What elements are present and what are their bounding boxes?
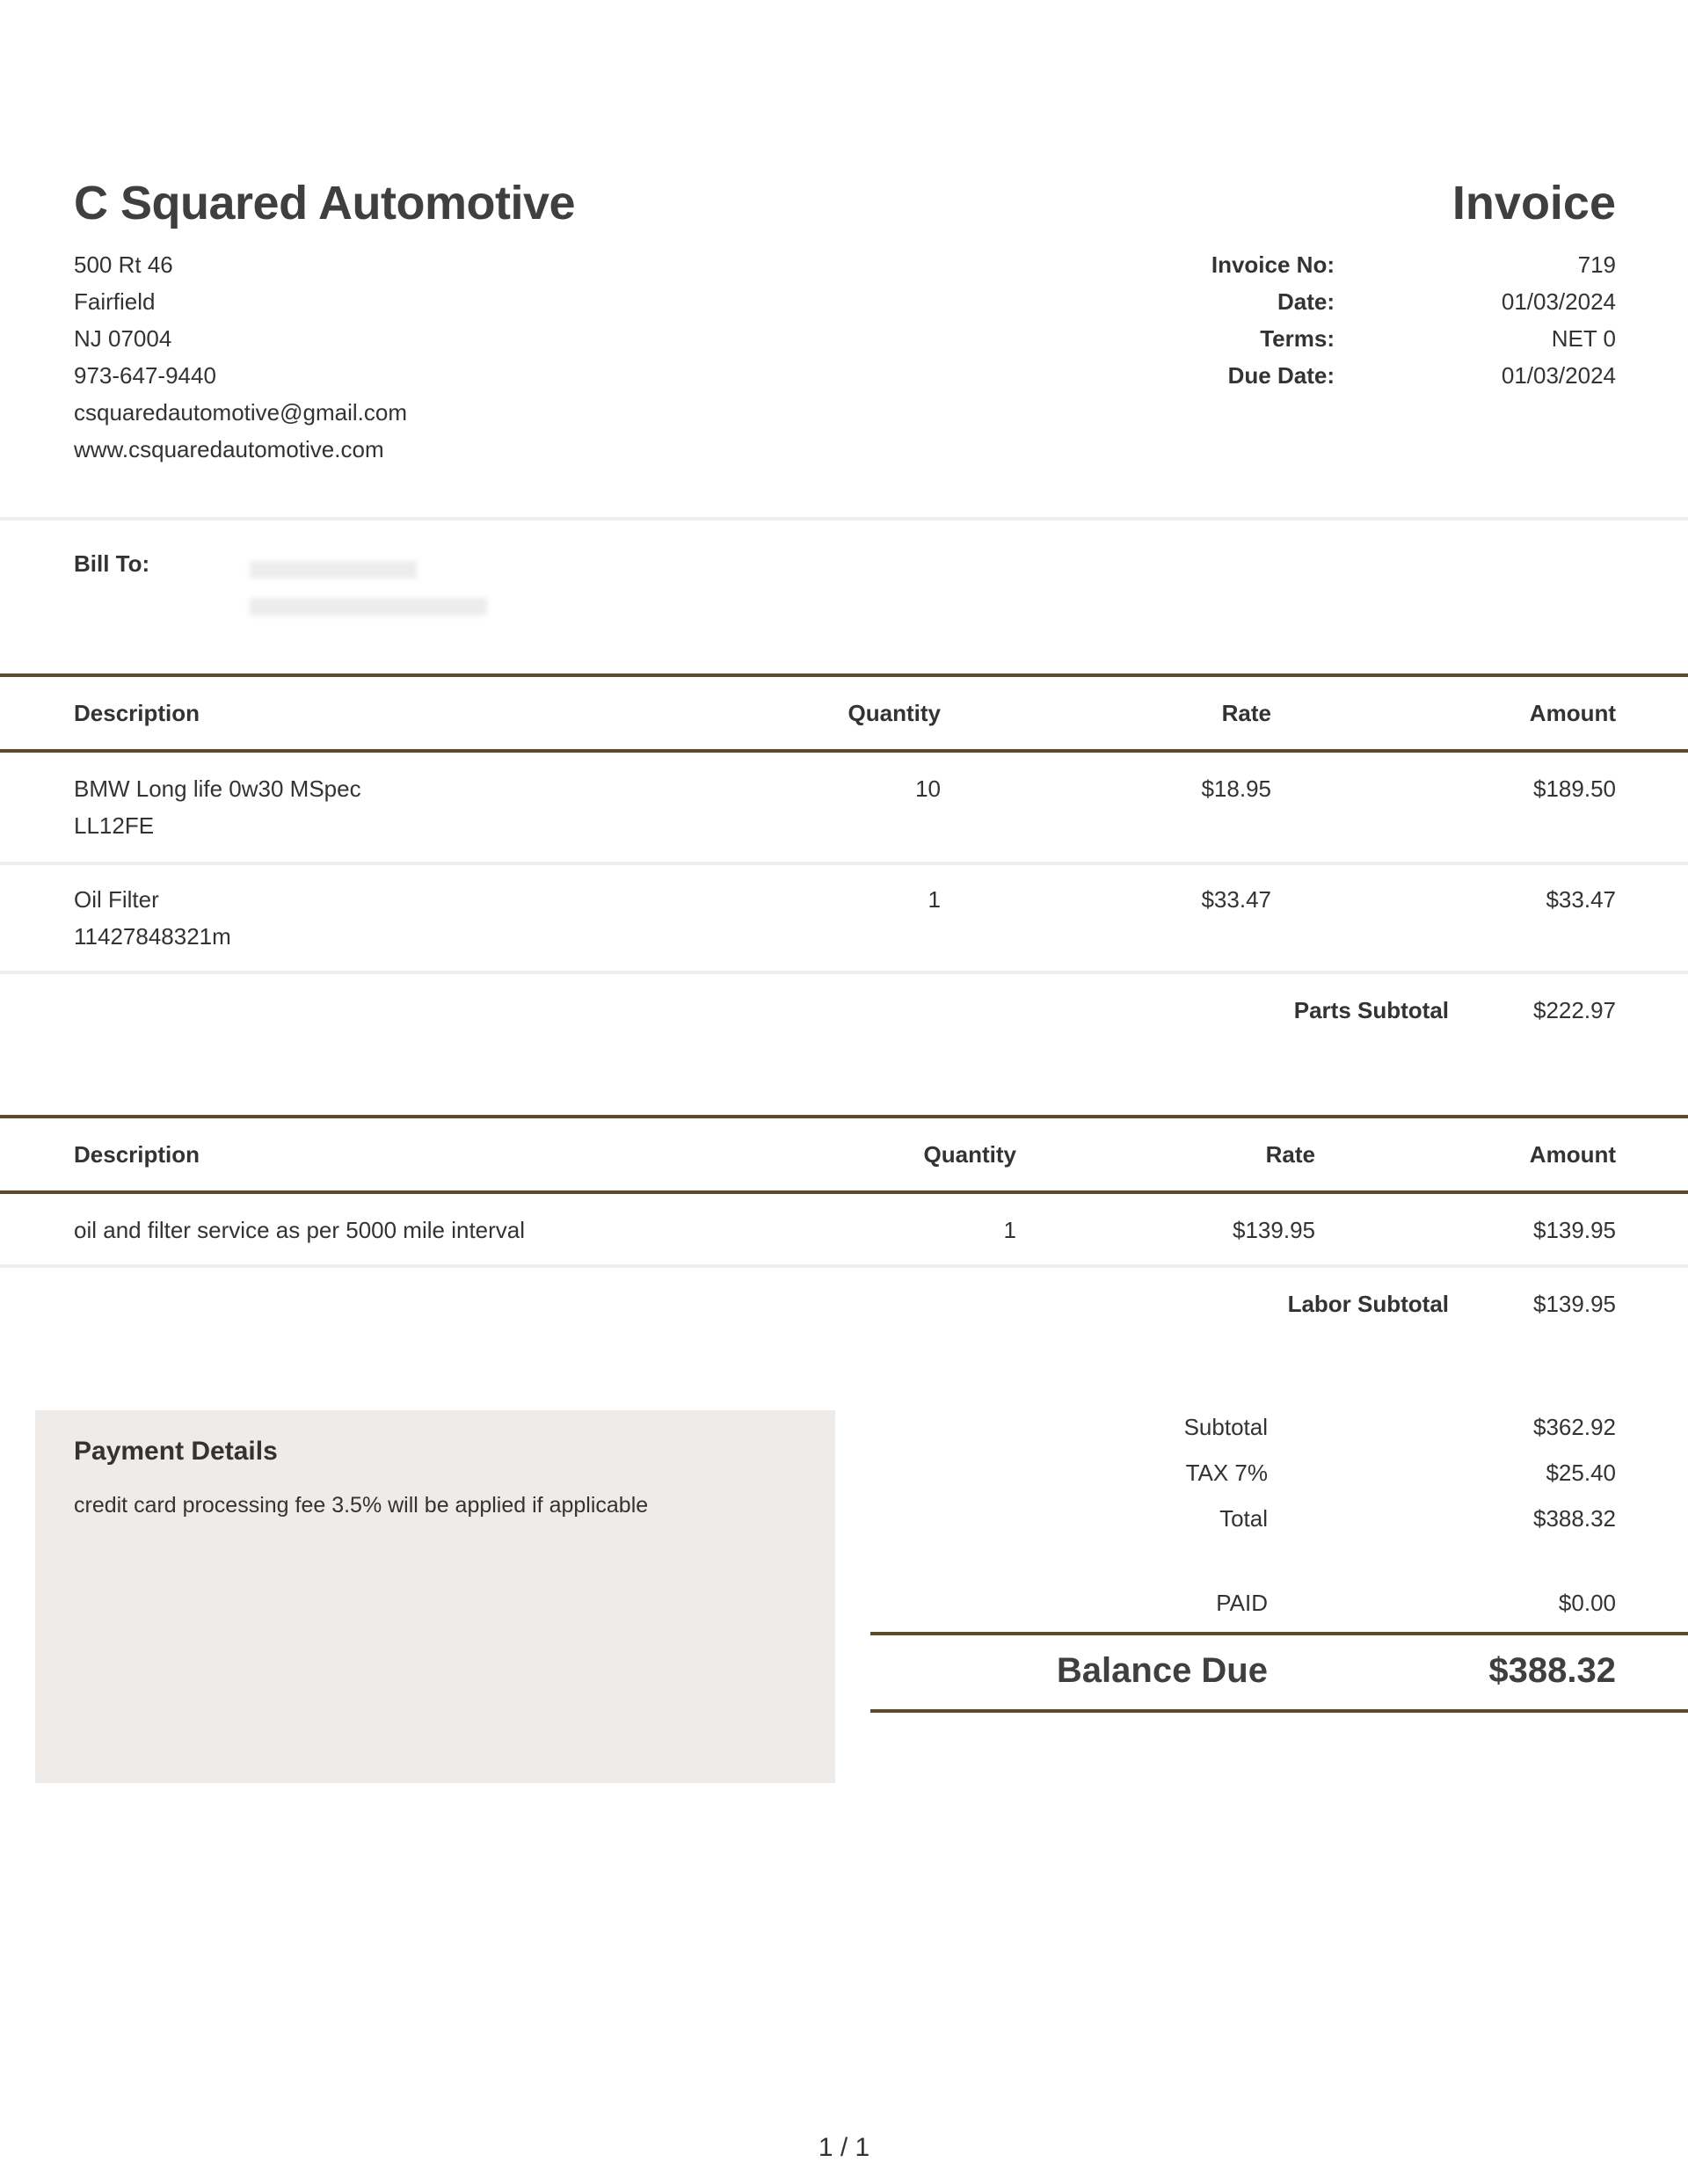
item-description: Oil Filter: [74, 886, 159, 913]
item-rate: $33.47: [1201, 886, 1271, 913]
page-number: 1 / 1: [818, 2133, 870, 2162]
address-state-zip: NJ 07004: [74, 325, 172, 352]
company-address: [74, 246, 407, 468]
invoice-meta: [1159, 246, 1616, 394]
payment-details-box: [35, 1410, 835, 1783]
total-value: $388.32: [1533, 1505, 1616, 1532]
meta-label: Date:: [1277, 288, 1335, 315]
labor-description: oil and filter service as per 5000 mile interval: [74, 1217, 526, 1243]
labor-header-rule: [0, 1190, 1688, 1194]
invoice-title: Invoice: [1452, 177, 1616, 229]
parts-header-rate: Rate: [1221, 700, 1271, 726]
subtotal-label: Subtotal: [1183, 1414, 1268, 1440]
item-quantity: 1: [928, 886, 941, 913]
row-divider: [0, 971, 1688, 974]
meta-value: 719: [1577, 251, 1616, 278]
labor-table-top-rule: [0, 1115, 1688, 1118]
bill-to-label: Bill To:: [74, 550, 150, 577]
labor-subtotal-label: Labor Subtotal: [1287, 1291, 1449, 1317]
subtotal-value: $362.92: [1533, 1414, 1616, 1440]
row-divider: [0, 862, 1688, 865]
meta-terms: [1159, 320, 1616, 357]
item-description: BMW Long life 0w30 MSpec: [74, 775, 361, 802]
meta-label: Invoice No:: [1211, 251, 1335, 278]
balance-due-value: $388.32: [1488, 1651, 1616, 1690]
meta-value: 01/03/2024: [1501, 288, 1616, 315]
meta-invoice-no: [1159, 246, 1616, 283]
labor-quantity: 1: [1003, 1217, 1016, 1243]
labor-subtotal-value: $139.95: [1533, 1291, 1616, 1317]
parts-table-top-rule: [0, 673, 1688, 677]
divider: [0, 517, 1688, 521]
tax-value: $25.40: [1546, 1460, 1616, 1486]
balance-top-rule: [870, 1632, 1688, 1635]
address-city: Fairfield: [74, 288, 156, 315]
labor-header-quantity: Quantity: [923, 1141, 1016, 1168]
labor-rate: $139.95: [1233, 1217, 1315, 1243]
meta-due-date: [1159, 357, 1616, 394]
parts-header-amount: Amount: [1529, 700, 1616, 726]
meta-label: Due Date:: [1227, 362, 1335, 389]
item-amount: $189.50: [1533, 775, 1616, 802]
item-quantity: 10: [915, 775, 941, 802]
labor-header-description: Description: [74, 1141, 200, 1168]
labor-amount: $139.95: [1533, 1217, 1616, 1243]
address-street: 500 Rt 46: [74, 251, 173, 278]
parts-header-description: Description: [74, 700, 200, 726]
payment-details-title: Payment Details: [74, 1437, 278, 1466]
tax-label: TAX 7%: [1185, 1460, 1268, 1486]
meta-date: [1159, 283, 1616, 320]
item-part-number: LL12FE: [74, 812, 155, 839]
item-amount: $33.47: [1546, 886, 1616, 913]
meta-value: 01/03/2024: [1501, 362, 1616, 389]
paid-value: $0.00: [1558, 1590, 1616, 1616]
labor-header-rate: Rate: [1265, 1141, 1315, 1168]
item-part-number: 11427848321m: [74, 923, 231, 950]
balance-due-label: Balance Due: [1056, 1651, 1268, 1690]
paid-label: PAID: [1216, 1590, 1268, 1616]
parts-subtotal-value: $222.97: [1533, 997, 1616, 1023]
company-website[interactable]: www.csquaredautomotive.com: [74, 436, 384, 462]
meta-value: NET 0: [1551, 325, 1616, 352]
parts-header-rule: [0, 749, 1688, 753]
total-label: Total: [1219, 1505, 1268, 1532]
company-email[interactable]: csquaredautomotive@gmail.com: [74, 399, 408, 426]
company-name: C Squared Automotive: [74, 177, 576, 229]
parts-header-quantity: Quantity: [848, 700, 941, 726]
parts-subtotal-label: Parts Subtotal: [1293, 997, 1449, 1023]
company-phone: 973-647-9440: [74, 362, 216, 389]
meta-label: Terms:: [1260, 325, 1335, 352]
row-divider: [0, 1264, 1688, 1268]
item-rate: $18.95: [1201, 775, 1271, 802]
payment-details-note: credit card processing fee 3.5% will be applied if applicable: [74, 1493, 649, 1518]
balance-bottom-rule: [870, 1709, 1688, 1713]
bill-to-redacted: [250, 550, 487, 615]
labor-header-amount: Amount: [1529, 1141, 1616, 1168]
